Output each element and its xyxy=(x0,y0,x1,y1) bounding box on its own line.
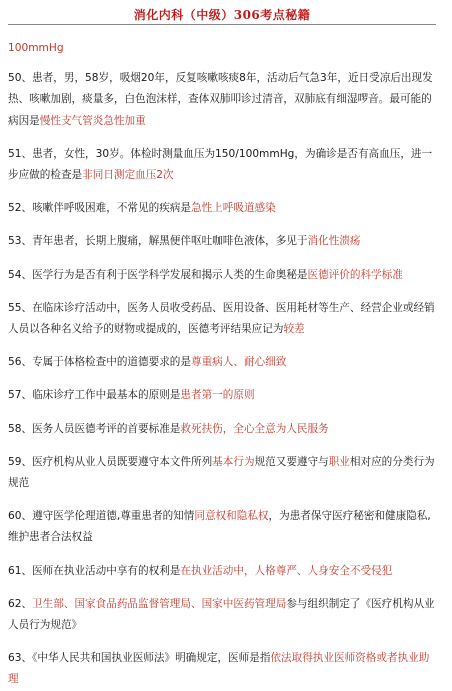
answer-text: 职业 xyxy=(328,455,350,468)
question-paragraph xyxy=(8,648,438,690)
question-text: 参与组织制定了《医疗机构从业人员行为规范》 xyxy=(8,597,435,632)
question-text: 规范又要遵守与 xyxy=(254,455,329,468)
answer-text: 卫生部、国家食品药品监督管理局、国家中医药管理局 xyxy=(32,597,287,610)
question-text: 62、 xyxy=(8,597,33,610)
answer-text: 医德评价的科学标准 xyxy=(307,268,403,281)
question-text: ，为患者保守医疗秘密和健康隐私,维护患者合法权益 xyxy=(8,510,431,544)
answer-text: 同意权和隐私权 xyxy=(194,510,269,523)
answer-text: 非同日测定血压2次 xyxy=(82,169,174,182)
question-paragraph xyxy=(8,38,438,59)
question-text: 53、青年患者，长期上腹痛，解黑便伴呕吐咖啡色液体，多见于 xyxy=(8,235,308,248)
question-paragraph xyxy=(8,561,438,582)
answer-text: 慢性支气管炎急性加重 xyxy=(39,114,146,127)
answer-text: 患者第一的原则 xyxy=(180,389,255,402)
question-paragraph xyxy=(8,352,438,373)
question-text: 61、医师在执业活动中享有的权利是 xyxy=(8,564,181,577)
answer-text: 救死扶伤，全心全意为人民服务 xyxy=(180,422,329,435)
question-paragraph xyxy=(8,506,438,548)
answer-text: 基本行为 xyxy=(212,455,255,468)
document-body xyxy=(8,38,438,691)
question-paragraph xyxy=(8,298,438,340)
question-paragraph xyxy=(8,594,438,636)
question-text: 55、在临床诊疗活动中，医务人员收受药品、医用设备、医用耗材等生产、经营企业或经销人员以各种名义给予的财物或提成的，医德考评结果应记为 xyxy=(8,301,435,336)
question-paragraph xyxy=(8,231,438,252)
answer-text: 消化性溃疡 xyxy=(307,235,361,248)
question-paragraph xyxy=(8,452,438,494)
question-text: 52、咳嗽伴呼吸困难，不常见的疾病是 xyxy=(8,202,191,215)
question-text: 63、《中华人民共和国执业医师法》明确规定，医师是指 xyxy=(8,652,271,665)
question-text: 56、专属于体格检查中的道德要求的是 xyxy=(8,356,191,369)
question-paragraph xyxy=(8,419,438,440)
question-text: 60、遵守医学伦理道德,尊重患者的知情 xyxy=(8,510,195,523)
answer-text: 依法取得执业医师资格或者执业助理 xyxy=(8,652,430,686)
question-text: 51、患者，女性，30岁。体检时测量血压为150/100mmHg，为确诊是否有高血压，进一步应做的检查是 xyxy=(8,147,433,182)
question-paragraph xyxy=(8,265,438,286)
question-text: 50、患者，男，58岁，吸烟20年，反复咳嗽咳痰8年，活动后气急3年，近日受凉后出现发热、咳嗽加剧，痰量多，白色泡沫样，查体双肺叩诊过清音，双肺底有细湿啰音。最可能的病因是 xyxy=(8,72,433,127)
question-paragraph xyxy=(8,68,438,132)
question-text: 57、临床诊疗工作中最基本的原则是 xyxy=(8,389,181,402)
document-title: 消化内科（中级）306考点秘籍 xyxy=(133,8,311,22)
question-paragraph xyxy=(8,144,438,186)
question-text: 相对应的分类行为规范 xyxy=(8,455,435,490)
answer-text: 急性上呼吸道感染 xyxy=(190,202,276,215)
answer-text: 较差 xyxy=(283,323,305,336)
question-paragraph xyxy=(8,198,438,219)
page-header xyxy=(8,0,436,25)
answer-text: 100mmHg xyxy=(8,42,64,54)
question-text: 54、医学行为是否有利于医学科学发展和揭示人类的生命奥秘是 xyxy=(8,268,308,281)
answer-text: 在执业活动中，人格尊严、人身安全不受侵犯 xyxy=(180,564,393,577)
question-paragraph xyxy=(8,385,438,406)
question-text: 58、医务人员医德考评的首要标准是 xyxy=(8,422,181,435)
question-text: 59、医疗机构从业人员既要遵守本文件所列 xyxy=(8,455,213,468)
answer-text: 尊重病人、耐心细致 xyxy=(190,356,287,369)
